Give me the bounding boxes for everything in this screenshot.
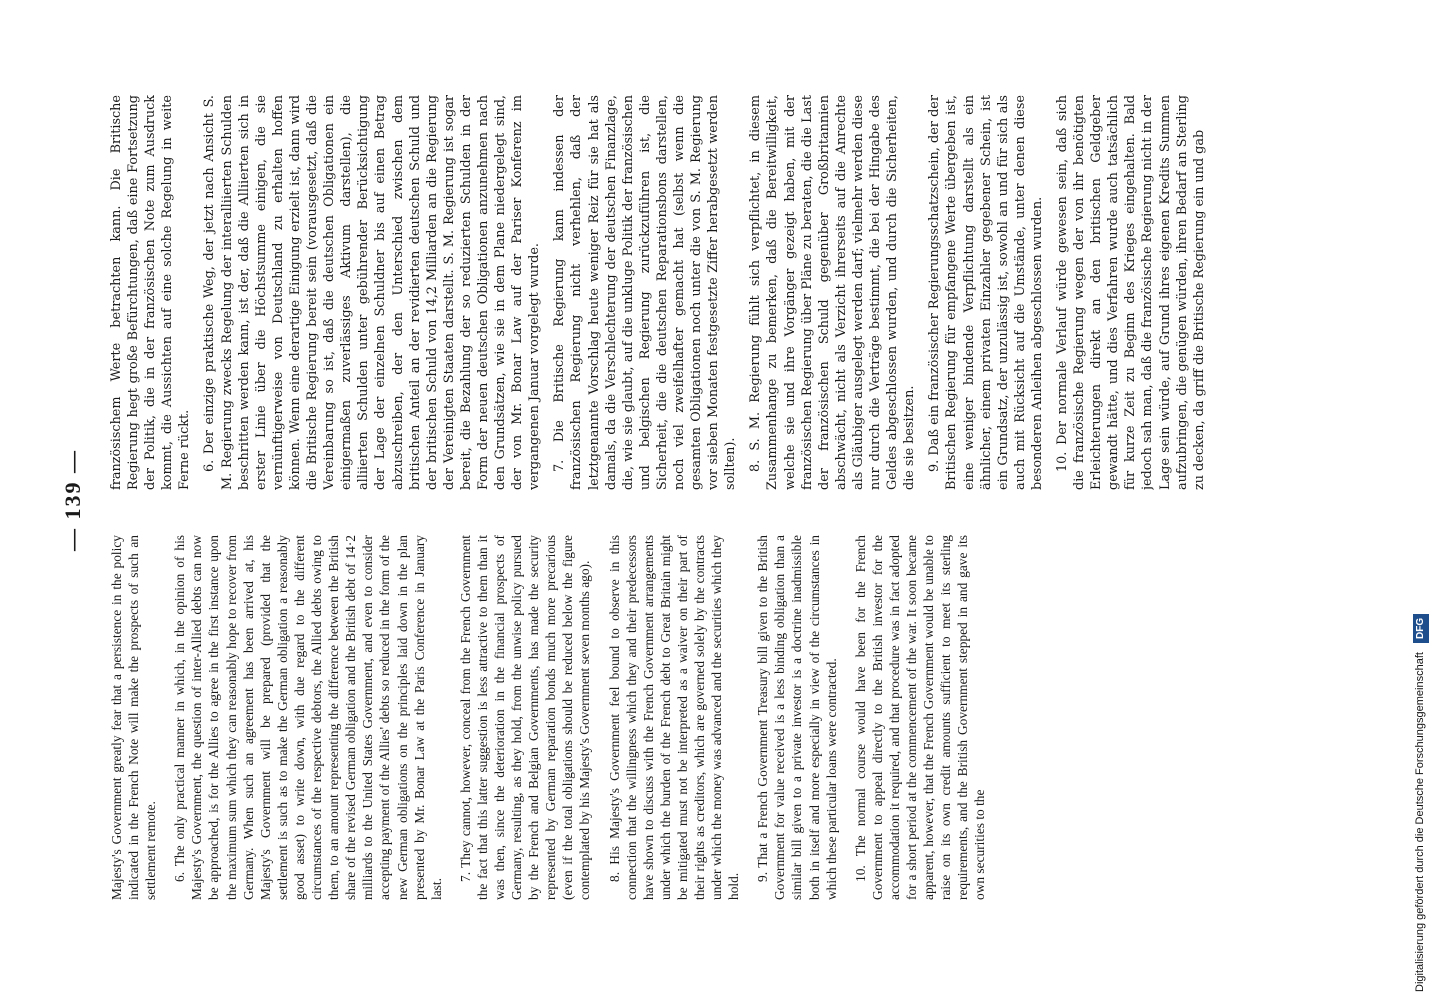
english-paragraph: 7. They cannot, however, conceal from the French Government the fact that this latter suggestion is less attractive to them than it was then, since the deterioration in the financial prospects of Germany, resulting, as they hold, from the unwise policy pursued by the French and Belgian Governments, has made the security represented by German reparation bonds much more precarious (even if the total obligations should be reduced below the figure contemplated by his Majesty's Government seven months ago). xyxy=(457,535,593,900)
english-paragraph: 10. The normal course would have been for the French Government to appeal directly to the British investor for the accommodation it required, and that procedure was in fact adopted for a short period at the commencement of the war. It soon became apparent, however, that the French Government would be unable to raise on its own credit amounts sufficient to meet its sterling requirements, and the British Government stepped in and gave its own securities to the xyxy=(852,535,988,900)
german-paragraph: 9. Daß ein französischer Regierungsschatzschein, der der Britischen Regierung für empfangene Werte übergeben ist, eine weniger bindende Verpflichtung darstellt als ein ähnlicher, einem privaten Einzahler gegebener Schein, ist ein Grundsatz, der unzulässig ist, sowohl an und für sich als auch mit Rücksicht auf die Umstände, unter denen diese besonderen Anleihen abgeschlossen wurden. xyxy=(927,95,1045,490)
digitization-sidenote xyxy=(1410,8,1430,992)
page-number: — 139 — xyxy=(60,449,85,551)
german-paragraph: 8. S. M. Regierung fühlt sich verpflichtet, in diesem Zusammenhange zu bemerken, daß die Bereitwilligkeit, welche sie und ihre Vorgänger gezeigt haben, mit der französischen Regierung über Pläne zu beraten, die die Last der französischen Schuld gegenüber Großbritannien abschwächt, nicht als Verzicht ihrerseits auf die Anrechte als Gläubiger ausgelegt werden darf; vielmehr werden diese nur durch die Verträge bestimmt, die bei der Hingabe des Geldes abgeschlossen wurden, und durch die Sicherheiten, die sie besitzen. xyxy=(748,95,918,490)
english-column xyxy=(108,535,1038,900)
german-paragraph: 6. Der einzige praktische Weg, der jetzt nach Ansicht S. M. Regierung zwecks Regelung der interalliierten Schulden beschritten werden kann, ist der, daß die Alliierten sich in erster Linie über die Höchstsumme einigen, die sie vernünftigerweise von Deutschland zu erhalten hoffen können. Wenn eine derartige Einigung erzielt ist, dann wird die Britische Regierung bereit sein (vorausgesetzt, daß die Vereinbarung so ist, daß die deutschen Obligationen ein einigermaßen zuverlässiges Aktivum darstellen), die alliierten Schulden unter gebührender Berücksichtigung der Lage der einzelnen Schuldner bis auf einen Betrag abzuschreiben, der den Unterschied zwischen dem britischen Anteil an der revidierten deutschen Schuld und der britischen Schuld von 14,2 Milliarden an die Regierung der Vereinigten Staaten darstellt. S. M. Regierung ist sogar bereit, die Bezahlung der so reduzierten Schulden in der Form der neuen deutschen Obligationen anzunehmen nach den Grundsätzen, wie sie in dem Plane niedergelegt sind, der von Mr. Bonar Law auf der Pariser Konferenz im vergangenen Januar vorgelegt wurde. xyxy=(202,95,543,490)
english-paragraph: 8. His Majesty's Government feel bound to observe in this connection that the willingness which they and their predecessors have shown to discuss with the French Government arrangements under which the burden of the French debt to Great Britain might be mitigated must not be interpreted as a waiver on their part of their rights as creditors, which are governed solely by the contracts under which the money was advanced and the securities which they hold. xyxy=(606,535,742,900)
german-paragraph: 10. Der normale Verlauf würde gewesen sein, daß sich die französische Regierung wegen der von ihr benötigten Erleichterungen direkt an den britischen Geldgeber gewandt hätte, und dies Verfahren wurde auch tatsächlich für kurze Zeit zu Beginn des Krieges eingehalten. Bald jedoch sah man, daß die französische Regierung nicht in der Lage sein würde, auf Grund ihres eigenen Kredits Summen aufzubringen, die genügen würden, ihren Bedarf an Sterling zu decken, da griff die Britische Regierung ein und gab xyxy=(1054,95,1207,490)
english-paragraph: 6. The only practical manner in which, in the opinion of his Majesty's Government, the question of inter-Allied debts can now be approached, is for the Allies to agree in the first instance upon the maximum sum which they can reasonably hope to recover from Germany. When such an agreement has been arrived at, his Majesty's Government will be prepared (provided that the settlement is such as to make the German obligation a reasonably good asset) to write down, with due regard to the different circumstances of the respective debtors, the Allied debts owing to them, to an amount representing the difference between the British share of the revised German obligation and the British debt of 14·2 milliards to the United States Government, and even to consider accepting payment of the Allies' debts so reduced in the form of the new German obligations on the principles laid down in the plan presented by Mr. Bonar Law at the Paris Conference in January last. xyxy=(172,535,444,900)
german-paragraph: 7. Die Britische Regierung kann indessen der französischen Regierung nicht verhehlen, daß der letztgenannte Vorschlag heute weniger Reiz für sie hat als damals, da die Verschlechterung der deutschen Finanzlage, die, wie sie glaubt, auf die unkluge Politik der französischen und belgischen Regierung zurückzuführen ist, die Sicherheit, die die deutschen Reparationsbons darstellen, noch viel zweifelhafter gemacht hat (selbst wenn die gesamten Obligationen noch unter die von S. M. Regierung vor sieben Monaten festgesetzte Ziffer herabgesetzt werden sollten). xyxy=(552,95,739,490)
dfg-logo: DFG xyxy=(1413,614,1429,643)
german-column xyxy=(108,95,1428,490)
sidenote-text: Digitalisierung gefördert durch die Deutsche Forschungsgemeinschaft xyxy=(1414,652,1426,992)
german-paragraph: französischem Werte betrachten kann. Die Britische Regierung hegt große Befürchtungen, daß eine Fortsetzung der Politik, die in der französischen Note zum Ausdruck kommt, die Aussichten auf eine solche Regelung in weite Ferne rückt. xyxy=(109,95,193,490)
english-paragraph: 9. That a French Government Treasury bill given to the British Government for value received is a less binding obligation than a similar bill given to a private investor is a doctrine inadmissible both in itself and more especially in view of the circumstances in which these particular loans were contracted. xyxy=(755,535,839,900)
english-paragraph: Majesty's Government greatly fear that a persistence in the policy indicated in the French Note will make the prospects of such an settlement remote. xyxy=(109,535,159,900)
